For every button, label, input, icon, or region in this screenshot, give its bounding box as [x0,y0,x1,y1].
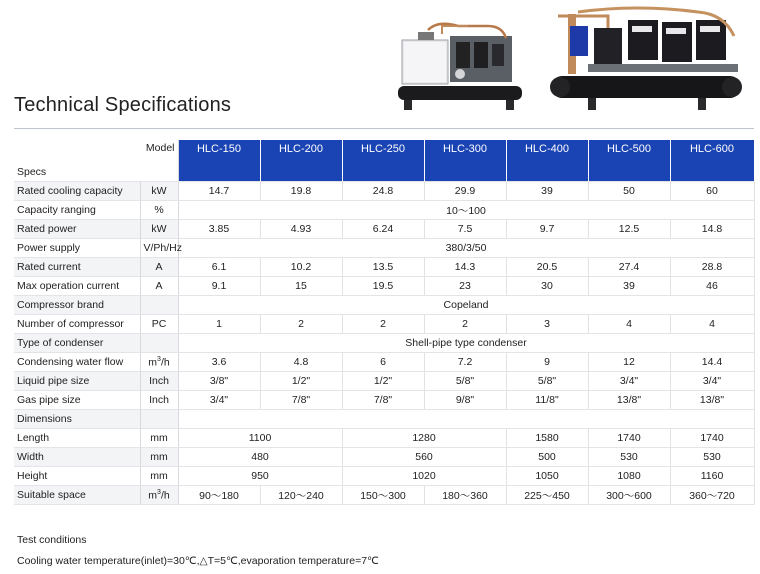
table-cell: 50 [588,182,670,201]
table-cell: 360～720 [670,486,754,505]
table-cell: 480 [178,448,342,467]
row-label: Gas pipe size [14,391,140,410]
table-cell: 1020 [342,467,506,486]
row-label: Suitable space [14,486,140,505]
table-cell: 46 [670,277,754,296]
table-cell: 13/8" [670,391,754,410]
row-label: Max operation current [14,277,140,296]
model-column-header: HLC-250 [342,140,424,182]
table-cell [178,410,754,429]
table-cell: 10.2 [260,258,342,277]
table-row [14,239,754,258]
row-label: Capacity ranging [14,201,140,220]
table-cell: 300～600 [588,486,670,505]
table-cell: 1080 [588,467,670,486]
table-cell: 4 [588,315,670,334]
model-column-header: HLC-600 [670,140,754,182]
model-column-header: HLC-500 [588,140,670,182]
table-cell: 1580 [506,429,588,448]
table-cell: 6.24 [342,220,424,239]
table-row [14,201,754,220]
table-cell: 14.3 [424,258,506,277]
table-cell: 14.4 [670,353,754,372]
spec-table [14,140,755,505]
row-unit: kW [140,220,178,239]
table-cell: 225～450 [506,486,588,505]
table-cell: 19.8 [260,182,342,201]
table-cell: 12 [588,353,670,372]
table-cell: 120～240 [260,486,342,505]
row-label: Compressor brand [14,296,140,315]
table-header-row [14,140,754,182]
row-unit: Inch [140,372,178,391]
table-cell: 30 [506,277,588,296]
table-cell: 1740 [670,429,754,448]
table-row [14,182,754,201]
row-unit: Inch [140,391,178,410]
row-label: Width [14,448,140,467]
table-row [14,391,754,410]
table-cell: 9/8" [424,391,506,410]
table-cell: 14.8 [670,220,754,239]
header-corner-cell [14,140,178,182]
table-cell: 20.5 [506,258,588,277]
table-cell: 6.1 [178,258,260,277]
table-cell: 180～360 [424,486,506,505]
table-row [14,296,754,315]
table-cell: 3.6 [178,353,260,372]
model-column-header: HLC-400 [506,140,588,182]
row-unit: PC [140,315,178,334]
row-unit: mm [140,448,178,467]
table-cell: 7.5 [424,220,506,239]
row-unit [140,410,178,429]
row-label: Liquid pipe size [14,372,140,391]
row-unit: % [140,201,178,220]
table-row [14,258,754,277]
table-row [14,372,754,391]
table-cell: 19.5 [342,277,424,296]
table-row [14,277,754,296]
water-cooled-chiller-photo [398,18,528,114]
table-row [14,315,754,334]
table-cell: 24.8 [342,182,424,201]
row-label: Dimensions [14,410,140,429]
row-label: Type of condenser [14,334,140,353]
table-cell: 500 [506,448,588,467]
table-cell: 560 [342,448,506,467]
table-cell: 3/4" [670,372,754,391]
table-cell: 1160 [670,467,754,486]
table-cell: 1/2" [260,372,342,391]
table-cell: 5/8" [424,372,506,391]
table-cell: 60 [670,182,754,201]
unit-tail: /h [160,489,170,502]
row-unit [140,353,178,372]
table-cell: 10～100 [178,201,754,220]
table-cell: 2 [260,315,342,334]
table-cell: Shell-pipe type condenser [178,334,754,353]
table-cell: 150～300 [342,486,424,505]
table-cell: 380/3/50 [178,239,754,258]
table-row [14,486,754,505]
table-cell: 15 [260,277,342,296]
unit-base: m [148,489,158,502]
row-unit [140,334,178,353]
row-unit [140,296,178,315]
table-cell: 1/2" [342,372,424,391]
table-cell: 7.2 [424,353,506,372]
table-cell: 2 [342,315,424,334]
unit-exponent: 3 [157,355,161,363]
row-unit: A [140,277,178,296]
row-unit: kW [140,182,178,201]
table-cell: 1100 [178,429,342,448]
unit-exponent: 3 [157,488,161,496]
table-cell: 3.85 [178,220,260,239]
row-unit: V/Ph/Hz [140,239,178,258]
table-row [14,467,754,486]
water-cooled-chiller-photo [548,6,744,116]
unit-tail: /h [160,356,170,369]
table-cell: 3/8" [178,372,260,391]
table-cell: 4 [670,315,754,334]
table-row [14,429,754,448]
table-cell: 39 [506,182,588,201]
unit-base: m [148,356,158,369]
table-cell: 13/8" [588,391,670,410]
title-divider [14,128,754,129]
table-cell: 23 [424,277,506,296]
test-conditions-title: Test conditions [17,534,87,546]
table-cell: 1050 [506,467,588,486]
table-cell: 1280 [342,429,506,448]
table-cell: 530 [588,448,670,467]
table-cell: 12.5 [588,220,670,239]
row-label: Length [14,429,140,448]
table-cell: 2 [424,315,506,334]
row-label: Rated power [14,220,140,239]
table-cell: Copeland [178,296,754,315]
model-column-header: HLC-200 [260,140,342,182]
table-cell: 27.4 [588,258,670,277]
table-cell: 39 [588,277,670,296]
row-label: Rated cooling capacity [14,182,140,201]
row-unit [140,486,178,505]
table-cell: 9.7 [506,220,588,239]
table-cell: 3/4" [178,391,260,410]
row-label: Power supply [14,239,140,258]
table-cell: 1 [178,315,260,334]
row-unit: mm [140,429,178,448]
table-cell: 3/4" [588,372,670,391]
table-cell: 6 [342,353,424,372]
table-cell: 7/8" [260,391,342,410]
table-cell: 530 [670,448,754,467]
table-row [14,220,754,239]
table-cell: 11/8" [506,391,588,410]
row-unit: A [140,258,178,277]
table-row [14,353,754,372]
row-label: Condensing water flow [14,353,140,372]
table-cell: 950 [178,467,342,486]
table-cell: 29.9 [424,182,506,201]
table-row [14,448,754,467]
table-row [14,334,754,353]
table-cell: 13.5 [342,258,424,277]
table-cell: 7/8" [342,391,424,410]
row-unit: mm [140,467,178,486]
table-cell: 4.8 [260,353,342,372]
model-column-header: HLC-150 [178,140,260,182]
table-cell: 9 [506,353,588,372]
test-conditions-text: Cooling water temperature(inlet)=30℃,△T=5℃,evaporation temperature=7℃ [17,555,379,567]
row-label: Number of compressor [14,315,140,334]
row-label: Rated current [14,258,140,277]
model-header-label: Model [145,142,175,154]
table-cell: 9.1 [178,277,260,296]
table-cell: 90～180 [178,486,260,505]
model-column-header: HLC-300 [424,140,506,182]
table-cell: 5/8" [506,372,588,391]
table-cell: 3 [506,315,588,334]
specs-header-label: Specs [17,166,47,178]
page-title: Technical Specifications [14,94,232,116]
table-row [14,410,754,429]
row-label: Height [14,467,140,486]
table-cell: 14.7 [178,182,260,201]
table-cell: 4.93 [260,220,342,239]
table-cell: 1740 [588,429,670,448]
table-cell: 28.8 [670,258,754,277]
